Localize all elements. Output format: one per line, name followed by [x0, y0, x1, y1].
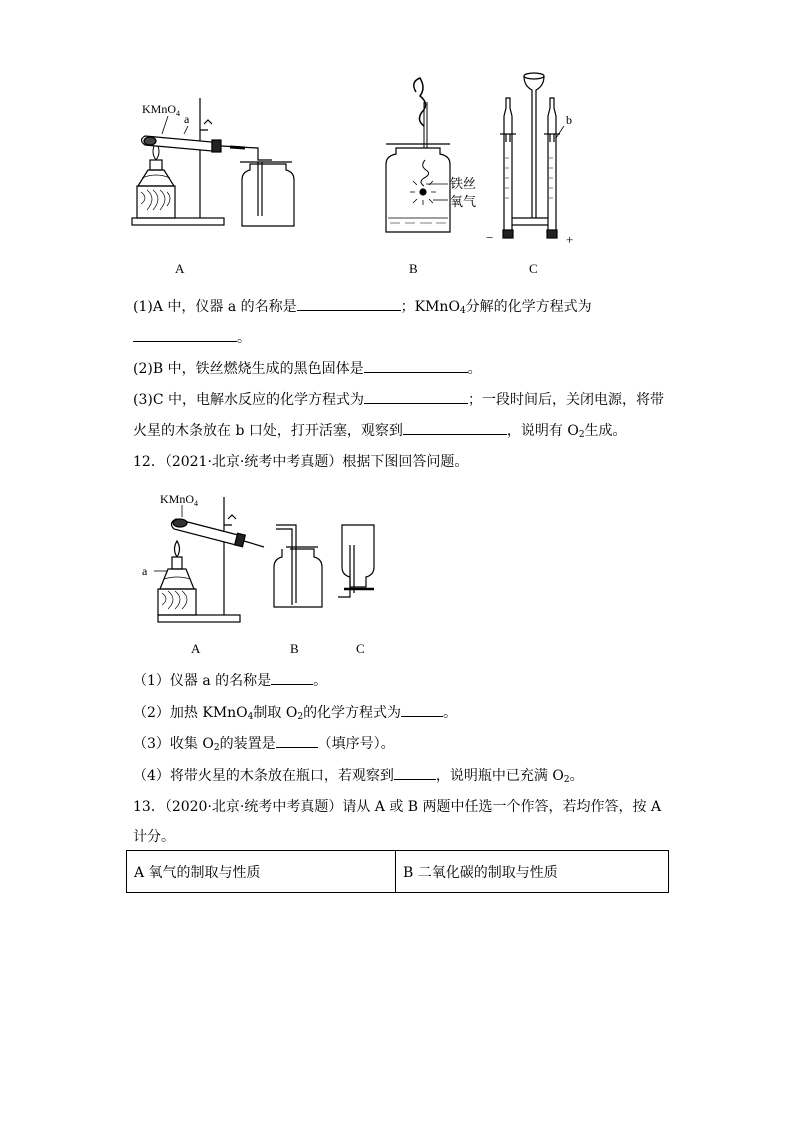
caption-a: A: [175, 261, 185, 276]
instrument-a-label-q12: a: [142, 564, 148, 578]
q12-header: 12．（2021·北京·统考中考真题）根据下图回答问题。: [133, 454, 469, 470]
caption-q12-c: C: [356, 641, 365, 656]
q11-part2: (2)B 中，铁丝燃烧生成的黑色固体是 。: [133, 358, 482, 379]
q13-header-line2: 计分。: [133, 829, 175, 845]
q11-part3-line2: 火星的木条放在 b 口处，打开活塞，观察到 ，说明有 $O_2$生成。: [133, 420, 627, 445]
minus-terminal: −: [486, 230, 494, 245]
apparatus-c: [500, 73, 560, 238]
answer-blank[interactable]: [364, 358, 468, 373]
caption-q12-b: B: [290, 641, 299, 656]
answer-blank[interactable]: [403, 420, 507, 435]
apparatus-b: [386, 78, 450, 232]
q12-sub3: （3）收集 $O_2$的装置是 （填序号）。: [133, 733, 395, 758]
plus-terminal: +: [566, 232, 574, 247]
apparatus-a: [132, 98, 294, 226]
iron-wire-label: 铁丝: [450, 176, 477, 191]
answer-blank[interactable]: [276, 733, 318, 748]
option-b-cell[interactable]: B 二氧化碳的制取与性质: [396, 851, 669, 893]
answer-blank[interactable]: [401, 702, 443, 717]
figure-1-apparatus: [120, 68, 600, 283]
q11-part3-line1: (3)C 中，电解水反应的化学方程式为 ；一段时间后，关闭电源，将带: [133, 389, 664, 410]
apparatus-q12-b: [274, 525, 322, 607]
caption-c: C: [529, 261, 538, 276]
q12-sub2: （2）加热 KMnO$_4$制取 $O_2$的化学方程式为 。: [133, 702, 457, 727]
q12-sub1: （1）仪器 a 的名称是 。: [133, 670, 327, 691]
option-a-cell[interactable]: A 氧气的制取与性质: [127, 851, 396, 893]
q13-header-line1: 13．（2020·北京·统考中考真题）请从 A 或 B 两题中任选一个作答，若均作答，按 A: [133, 799, 662, 815]
caption-b: B: [409, 261, 418, 276]
q12-sub4: （4）将带火星的木条放在瓶口，若观察到 ，说明瓶中已充满 $O_2$。: [133, 765, 584, 790]
instrument-a-label: a: [184, 112, 190, 126]
caption-q12-a: A: [191, 641, 201, 656]
apparatus-q12-a: [154, 497, 264, 622]
q13-choice-table: [126, 850, 669, 893]
q11-part1-line2: 。: [133, 327, 251, 348]
figure-2-apparatus: [138, 485, 388, 660]
outlet-b-label: b: [566, 113, 572, 127]
kmno4-label-q12: KMnO$_4$: [160, 492, 199, 508]
answer-blank[interactable]: [133, 327, 237, 342]
apparatus-q12-c: [338, 525, 374, 597]
answer-blank[interactable]: [364, 389, 468, 404]
answer-blank[interactable]: [394, 765, 436, 780]
kmno4-label-a: KMnO$_4$: [142, 102, 181, 118]
oxygen-label: 氧气: [450, 194, 477, 209]
answer-blank[interactable]: [297, 296, 401, 311]
q11-part1-line1: (1)A 中，仪器 a 的名称是 ；KMnO$_4$分解的化学方程式为: [133, 296, 592, 321]
answer-blank[interactable]: [271, 670, 313, 685]
